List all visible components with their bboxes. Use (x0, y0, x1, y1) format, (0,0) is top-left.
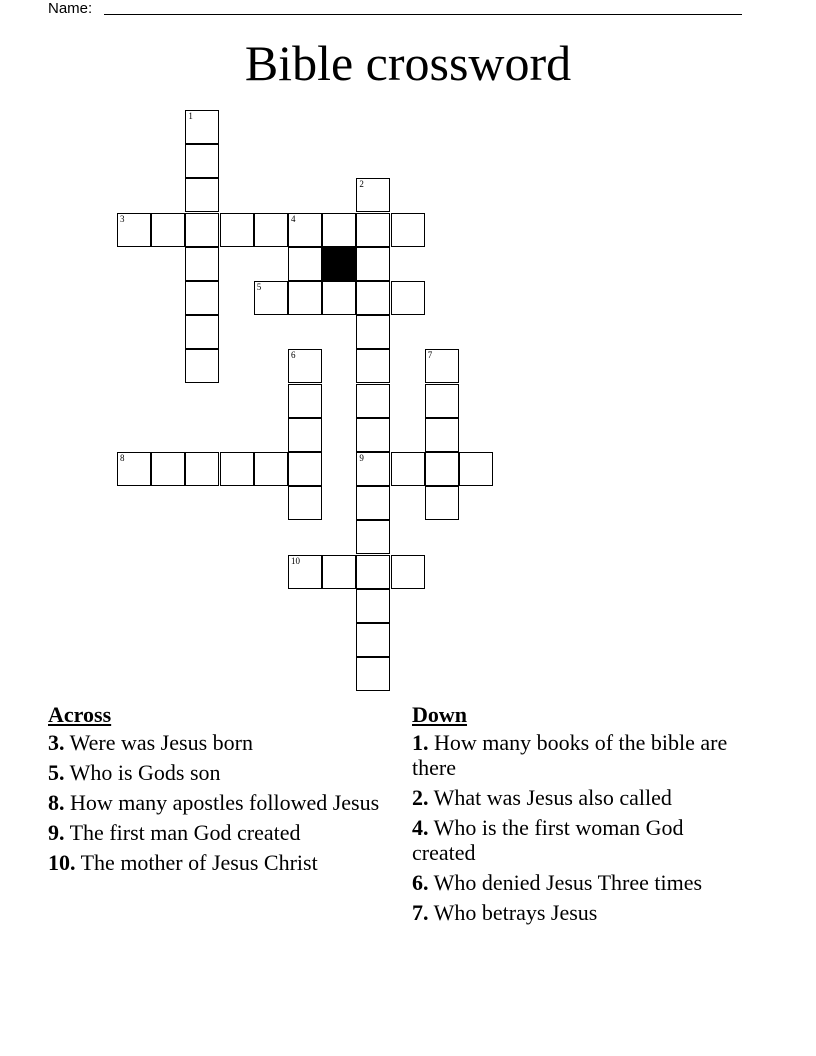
grid-cell[interactable] (356, 486, 390, 520)
cell-number: 9 (359, 453, 364, 463)
clue-text: The mother of Jesus Christ (80, 850, 318, 875)
down-clues (412, 702, 752, 930)
grid-cell[interactable] (356, 315, 390, 349)
clue-across-3 (48, 730, 388, 755)
clue-across-5 (48, 760, 388, 785)
cell-number: 5 (256, 282, 262, 292)
clue-number: 5. (48, 760, 65, 785)
clue-text: Were was Jesus born (69, 730, 253, 755)
grid-cell[interactable] (356, 657, 390, 691)
grid-cell[interactable] (356, 623, 390, 657)
grid-cell[interactable] (288, 486, 322, 520)
grid-cell[interactable] (391, 213, 425, 247)
clue-number: 8. (48, 790, 65, 815)
grid-cell[interactable] (117, 213, 151, 247)
clue-text: How many books of the bible are there (412, 730, 728, 780)
clue-number: 7. (412, 900, 429, 925)
grid-cell[interactable] (151, 452, 185, 486)
grid-cell[interactable] (356, 281, 390, 315)
across-clues (48, 702, 388, 880)
grid-cell[interactable] (288, 213, 322, 247)
clue-text: How many apostles followed Jesus (70, 790, 380, 815)
grid-cell[interactable] (459, 452, 493, 486)
down-heading: Down (412, 702, 468, 727)
cell-number: 4 (291, 213, 296, 224)
grid-cell[interactable] (185, 315, 219, 349)
clue-down-4 (412, 815, 752, 865)
grid-cell[interactable] (288, 418, 322, 452)
cell-number: 1 (188, 111, 193, 121)
grid-cell[interactable] (425, 384, 459, 418)
grid-cell[interactable] (185, 349, 219, 383)
clue-across-8 (48, 790, 388, 815)
clue-text: The first man God created (69, 820, 301, 845)
grid-cell[interactable] (391, 452, 425, 486)
grid-cell[interactable] (356, 452, 390, 486)
grid-cell[interactable] (185, 452, 219, 486)
clue-across-10 (48, 850, 388, 875)
grid-cell[interactable] (425, 349, 459, 383)
grid-cell[interactable] (185, 178, 219, 212)
grid-cell[interactable] (425, 486, 459, 520)
cell-number: 8 (120, 453, 125, 463)
grid-cell[interactable] (425, 418, 459, 452)
grid-cell[interactable] (288, 247, 322, 281)
grid-cell[interactable] (288, 452, 322, 486)
clue-number: 6. (412, 870, 429, 895)
clue-number: 3. (48, 730, 65, 755)
grid-cell[interactable] (151, 213, 185, 247)
cell-number: 3 (120, 213, 125, 224)
clue-text: Who is the first woman God created (412, 815, 684, 865)
grid-cell[interactable] (356, 349, 390, 383)
grid-cell[interactable] (356, 589, 390, 623)
clue-number: 4. (412, 815, 429, 840)
grid-cell[interactable] (288, 384, 322, 418)
grid-cell[interactable] (185, 247, 219, 281)
clue-text: What was Jesus also called (433, 785, 672, 810)
clue-down-2 (412, 785, 752, 810)
clue-number: 9. (48, 820, 65, 845)
grid-cell[interactable] (356, 520, 390, 554)
grid-cell[interactable] (322, 555, 356, 589)
grid-cell[interactable] (117, 452, 151, 486)
grid-cell[interactable] (356, 178, 390, 212)
clue-down-6 (412, 870, 752, 895)
clue-number: 10. (48, 850, 76, 875)
grid-cell[interactable] (356, 555, 390, 589)
grid-cell[interactable] (185, 144, 219, 178)
clue-number: 2. (412, 785, 429, 810)
grid-cell[interactable] (356, 213, 390, 247)
grid-cell[interactable] (288, 281, 322, 315)
clue-text: Who denied Jesus Three times (433, 870, 703, 895)
clue-across-9 (48, 820, 388, 845)
grid-cell[interactable] (185, 281, 219, 315)
grid-cell[interactable] (220, 452, 254, 486)
clue-down-1 (412, 730, 752, 780)
grid-cell[interactable] (322, 281, 356, 315)
clue-text: Who betrays Jesus (433, 900, 598, 925)
cell-number: 7 (427, 350, 433, 361)
across-heading: Across (48, 702, 112, 727)
grid-cell[interactable] (356, 384, 390, 418)
clue-down-7 (412, 900, 752, 925)
black-cell (322, 247, 356, 281)
grid-cell[interactable] (356, 418, 390, 452)
grid-cell[interactable] (254, 281, 288, 315)
page-title: Bible crossword (244, 35, 572, 91)
grid-cell[interactable] (254, 213, 288, 247)
grid-cell[interactable] (391, 281, 425, 315)
clue-number: 1. (412, 730, 429, 755)
grid-cell[interactable] (356, 247, 390, 281)
grid-cell[interactable] (391, 555, 425, 589)
grid-cell[interactable] (288, 555, 322, 589)
grid-cell[interactable] (425, 452, 459, 486)
grid-cell[interactable] (220, 213, 254, 247)
clue-text: Who is Gods son (69, 760, 221, 785)
cell-number: 2 (359, 179, 364, 190)
grid-cell[interactable] (185, 110, 219, 144)
cell-number: 10 (291, 555, 300, 566)
grid-cell[interactable] (254, 452, 288, 486)
grid-cell[interactable] (185, 213, 219, 247)
cell-number: 6 (291, 350, 296, 361)
grid-cell[interactable] (288, 349, 322, 383)
name-label: Name: (48, 0, 93, 17)
grid-cell[interactable] (322, 213, 356, 247)
